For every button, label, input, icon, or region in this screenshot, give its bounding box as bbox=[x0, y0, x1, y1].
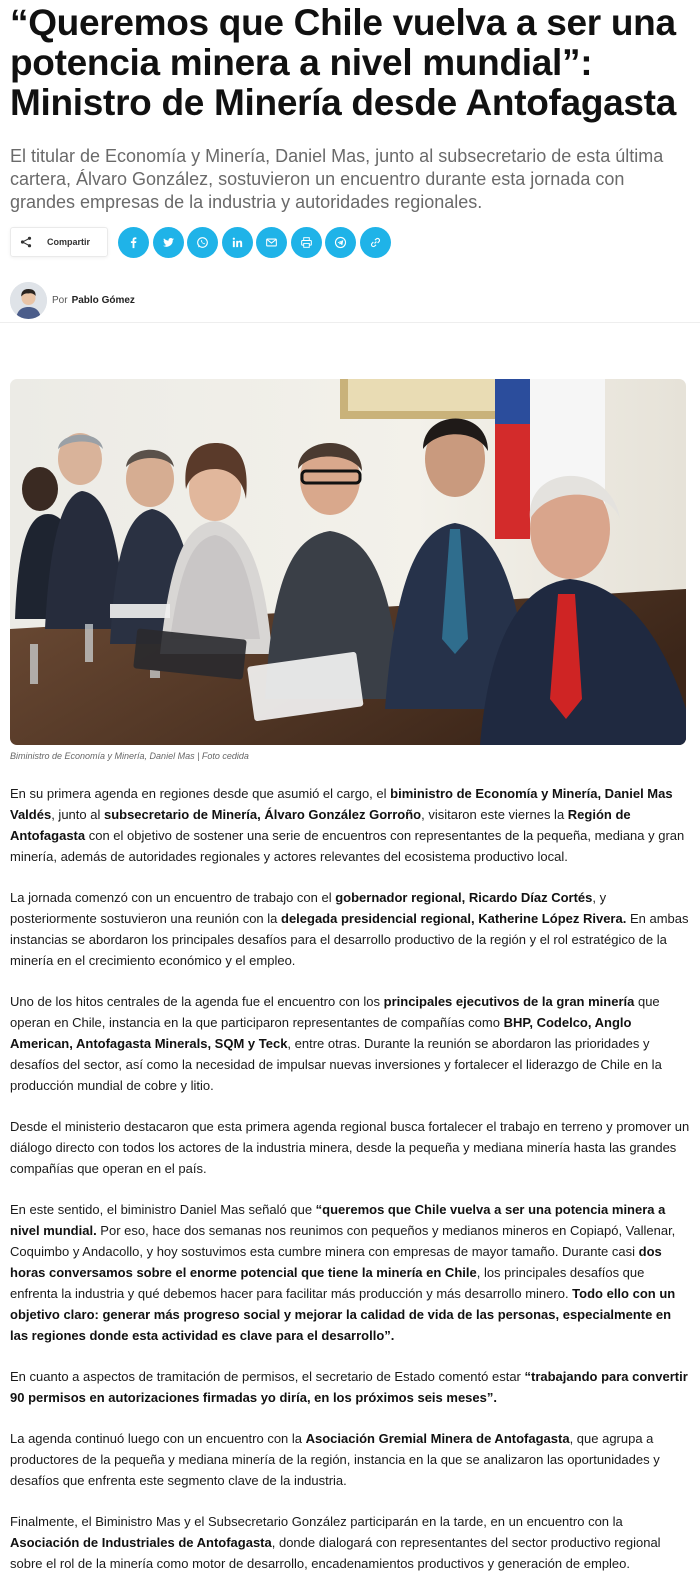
paragraph-text: Uno de los hitos centrales de la agenda fue el encuentro con los bbox=[10, 994, 384, 1009]
paragraph-text: Desde el ministerio destacaron que esta primera agenda regional busca fortalecer el trabajo en terreno y promover un diálogo directo con todos los actores de la industria minera, desde la pequeña y mediana minería hasta las grandes compañías que operan en el país. bbox=[10, 1119, 690, 1176]
image-caption: Biministro de Economía y Minería, Daniel Mas | Foto cedida bbox=[10, 751, 249, 761]
meeting-photo bbox=[10, 379, 686, 745]
paragraph-text: En su primera agenda en regiones desde que asumió el cargo, el bbox=[10, 786, 391, 801]
share-facebook-button[interactable] bbox=[118, 227, 149, 258]
bold-text: Asociación Gremial Minera de Antofagasta bbox=[305, 1431, 570, 1446]
share-bar bbox=[10, 226, 690, 258]
share-label: Compartir bbox=[47, 237, 91, 247]
article-photo bbox=[10, 379, 686, 745]
linkedin-icon bbox=[231, 236, 244, 249]
paragraph-text: , y posteriormente sostuvieron una reunión con la bbox=[10, 890, 607, 926]
share-telegram-button[interactable] bbox=[325, 227, 356, 258]
paragraph-text: La agenda continuó luego con un encuentro con la bbox=[10, 1431, 306, 1446]
print-icon bbox=[300, 236, 313, 249]
copy-link-button[interactable] bbox=[360, 227, 391, 258]
article-paragraph bbox=[10, 1116, 690, 1179]
author-photo bbox=[10, 282, 47, 319]
share-button[interactable] bbox=[10, 227, 108, 257]
author-prefix: Por bbox=[52, 294, 68, 306]
bold-text: “queremos que Chile vuelva a ser una potencia minera a nivel mundial. bbox=[10, 1202, 666, 1238]
avatar[interactable] bbox=[10, 282, 47, 319]
article-paragraph bbox=[10, 1511, 690, 1574]
paragraph-text: con el objetivo de sostener una serie de encuentros con representantes de la pequeña, mediana y gran minería, además de autoridades regionales y actores relevantes del ecosistema productivo local. bbox=[10, 828, 685, 864]
bold-text: dos horas conversamos sobre el enorme potencial que tiene la minería en Chile bbox=[10, 1244, 662, 1280]
paragraph-text: , entre otras. Durante la reunión se abordaron las prioridades y desafíos del sector, así como la necesidad de impulsar nuevas inversiones y fortalecer el liderazgo de Chile en la producción mundial de cobre y litio. bbox=[10, 1036, 662, 1093]
header-divider bbox=[0, 322, 700, 323]
bold-text: BHP, Codelco, Anglo American, Antofagasta Minerals, SQM y Teck bbox=[10, 1015, 632, 1051]
paragraph-text: , visitaron este viernes la bbox=[421, 807, 568, 822]
bold-text: delegada presidencial regional, Katherine López Rivera. bbox=[281, 911, 627, 926]
bold-text: gobernador regional, Ricardo Díaz Cortés bbox=[335, 890, 593, 905]
bold-text: Todo ello con un objetivo claro: generar más progreso social y mejorar la calidad de vida de las personas, especialmente en las regiones donde esta actividad es clave para el desarrollo”. bbox=[10, 1286, 676, 1343]
article-paragraph bbox=[10, 1428, 690, 1491]
share-email-button[interactable] bbox=[256, 227, 287, 258]
mail-icon bbox=[265, 236, 278, 249]
bold-text: “trabajando para convertir 90 permisos en autorizaciones firmadas yo diría, en los próximos seis meses”. bbox=[10, 1369, 688, 1405]
paragraph-text: que operan en Chile, instancia en la que participaron representantes de compañías como bbox=[10, 994, 660, 1030]
bold-text: principales ejecutivos de la gran minería bbox=[383, 994, 635, 1009]
link-icon bbox=[369, 236, 382, 249]
article-paragraph bbox=[10, 783, 690, 867]
author-name[interactable]: Pablo Gómez bbox=[71, 294, 135, 306]
paragraph-text: Por eso, hace dos semanas nos reunimos con pequeños y medianos mineros en Copiapó, Vallenar, Coquimbo y Andacollo, y hoy sostuvimos esta cumbre minera con empresas de mayor tamaño. Durante casi bbox=[10, 1223, 676, 1259]
page-title: “Queremos que Chile vuelva a ser una potencia minera a nivel mundial”: Ministro de Minería desde Antofagasta bbox=[10, 2, 676, 123]
article-body bbox=[10, 783, 690, 1574]
article-paragraph bbox=[10, 991, 690, 1096]
share-whatsapp-button[interactable] bbox=[187, 227, 218, 258]
paragraph-text: , junto al bbox=[51, 807, 104, 822]
telegram-icon bbox=[334, 236, 347, 249]
article-paragraph bbox=[10, 1366, 690, 1408]
paragraph-text: En este sentido, el biministro Daniel Mas señaló que bbox=[10, 1202, 316, 1217]
bold-text: biministro de Economía y Minería, Daniel Mas Valdés bbox=[10, 786, 673, 822]
article-paragraph bbox=[10, 1199, 690, 1346]
paragraph-text: , los principales desafíos que enfrenta la industria y qué debemos hacer para facilitar más producción y más desarrollo minero. bbox=[10, 1265, 645, 1301]
author-byline bbox=[10, 280, 690, 320]
bold-text: Región de Antofagasta bbox=[10, 807, 631, 843]
article-paragraph bbox=[10, 887, 690, 971]
share-linkedin-button[interactable] bbox=[222, 227, 253, 258]
paragraph-text: , donde dialogará con representantes del sector productivo regional sobre el rol de la minería como motor de desarrollo, encadenamientos productivos y generación de empleo. bbox=[10, 1535, 661, 1571]
paragraph-text: Finalmente, el Biministro Mas y el Subsecretario González participarán en la tarde, en un encuentro con la bbox=[10, 1514, 623, 1529]
share-icon bbox=[20, 236, 32, 248]
whatsapp-icon bbox=[196, 236, 209, 249]
article-subtitle: El titular de Economía y Minería, Daniel Mas, junto al subsecretario de esta última cartera, Álvaro González, sostuvieron un encuentro durante esta jornada con grandes empresas de la industria y autoridades regionales. bbox=[10, 146, 664, 212]
twitter-icon bbox=[162, 236, 175, 249]
share-twitter-button[interactable] bbox=[153, 227, 184, 258]
print-button[interactable] bbox=[291, 227, 322, 258]
bold-text: Asociación de Industriales de Antofagasta bbox=[10, 1535, 272, 1550]
facebook-icon bbox=[127, 236, 140, 249]
bold-text: subsecretario de Minería, Álvaro González Gorroño bbox=[103, 807, 422, 822]
paragraph-text: La jornada comenzó con un encuentro de trabajo con el bbox=[10, 890, 336, 905]
paragraph-text: En ambas instancias se abordaron los principales desafíos para el desarrollo productivo de la región y el rol estratégico de la minería en el crecimiento económico y el empleo. bbox=[10, 911, 689, 968]
paragraph-text: , que agrupa a productores de la pequeña y mediana minería de la región, instancia en la que se analizaron las oportunidades y desafíos que enfrenta este segmento clave de la industria. bbox=[10, 1431, 660, 1488]
paragraph-text: En cuanto a aspectos de tramitación de permisos, el secretario de Estado comentó estar bbox=[10, 1369, 525, 1384]
